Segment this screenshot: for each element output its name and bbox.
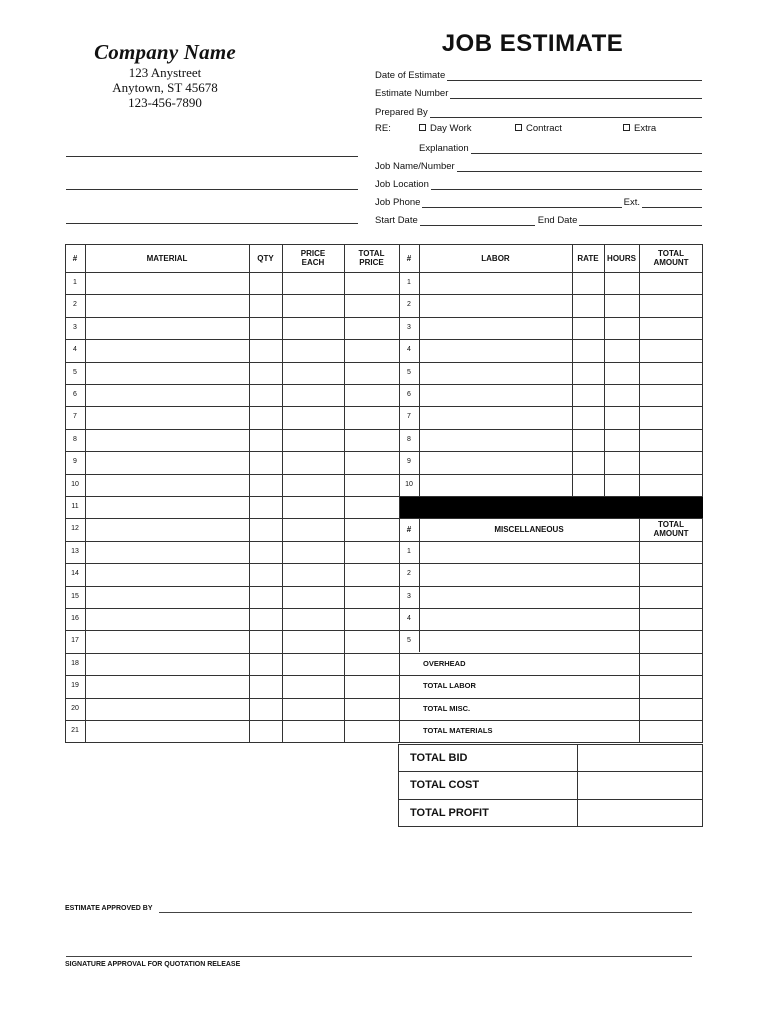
total-bid-label: TOTAL BID bbox=[410, 752, 468, 764]
material-row-line bbox=[65, 653, 399, 654]
estimate-grid bbox=[65, 244, 703, 744]
labor-col-line bbox=[419, 244, 420, 496]
material-row-line bbox=[65, 720, 399, 721]
material-row-number: 7 bbox=[73, 413, 77, 420]
material-row-line bbox=[65, 675, 399, 676]
material-row-line bbox=[65, 339, 399, 340]
right-row-line bbox=[399, 384, 703, 385]
labor-col-rate: RATE bbox=[577, 253, 599, 263]
labor-row-number: 9 bbox=[407, 458, 411, 465]
explanation-label: Explanation bbox=[419, 143, 469, 154]
material-row-line bbox=[65, 742, 399, 743]
contract-label: Contract bbox=[526, 123, 562, 134]
extra-label: Extra bbox=[634, 123, 657, 134]
company-city: Anytown, ST 45678 bbox=[112, 80, 218, 95]
misc-summary-label: TOTAL MATERIALS bbox=[423, 726, 493, 735]
right-row-line bbox=[399, 541, 703, 542]
right-row-line bbox=[399, 317, 703, 318]
labor-col-line bbox=[572, 244, 573, 496]
signature-approval-label: SIGNATURE APPROVAL FOR QUOTATION RELEASE bbox=[65, 961, 241, 968]
material-row-line bbox=[65, 406, 399, 407]
material-row-line bbox=[65, 451, 399, 452]
date-of-estimate-label: Date of Estimate bbox=[375, 70, 446, 81]
material-row-number: 4 bbox=[73, 346, 77, 353]
labor-row-number: 7 bbox=[407, 413, 411, 420]
material-col-material: MATERIAL bbox=[146, 253, 188, 263]
dates-field[interactable] bbox=[375, 213, 702, 226]
labor-row-number: 3 bbox=[407, 324, 411, 331]
right-row-line bbox=[399, 362, 703, 363]
material-col-number: # bbox=[72, 253, 78, 263]
end-date-label: End Date bbox=[537, 215, 578, 226]
job-phone-field[interactable] bbox=[375, 195, 702, 208]
extra-checkbox[interactable] bbox=[623, 124, 630, 131]
material-col-line bbox=[344, 244, 345, 742]
right-row-line bbox=[399, 294, 703, 295]
material-row-line bbox=[65, 630, 399, 631]
misc-col-miscellaneous: MISCELLANEOUS bbox=[494, 524, 564, 534]
material-row-line bbox=[65, 541, 399, 542]
company-street: 123 Anystreet bbox=[128, 65, 202, 80]
misc-summary-label: OVERHEAD bbox=[423, 659, 466, 668]
material-row-line bbox=[65, 563, 399, 564]
material-col-price-each: PRICE EACH bbox=[300, 249, 326, 267]
right-row-line bbox=[399, 630, 703, 631]
misc-row-number: 3 bbox=[407, 593, 411, 600]
misc-row-number: 2 bbox=[407, 570, 411, 577]
material-row-number: 9 bbox=[73, 458, 77, 465]
material-row-line bbox=[65, 474, 399, 475]
end-date-input[interactable] bbox=[579, 217, 702, 226]
prepared-by-label: Prepared By bbox=[375, 107, 428, 118]
extra-option[interactable] bbox=[623, 123, 656, 134]
misc-col-number: # bbox=[406, 524, 412, 534]
material-row-number: 1 bbox=[73, 279, 77, 286]
blank-line-2[interactable] bbox=[66, 189, 358, 190]
material-row-number: 20 bbox=[71, 705, 79, 712]
material-row-number: 16 bbox=[71, 615, 79, 622]
labor-row-number: 4 bbox=[407, 346, 411, 353]
labor-row-number: 8 bbox=[407, 436, 411, 443]
right-row-line bbox=[399, 496, 703, 497]
material-row-number: 8 bbox=[73, 436, 77, 443]
material-col-total-price: TOTAL PRICE bbox=[358, 249, 385, 267]
material-col-line bbox=[249, 244, 250, 742]
company-info bbox=[60, 40, 270, 110]
job-name-field[interactable] bbox=[375, 159, 702, 172]
labor-row-number: 6 bbox=[407, 391, 411, 398]
labor-col-line bbox=[604, 244, 605, 496]
approved-by-label: ESTIMATE APPROVED BY bbox=[65, 905, 153, 912]
blank-line-3[interactable] bbox=[66, 223, 358, 224]
right-row-line bbox=[399, 586, 703, 587]
misc-col-line bbox=[702, 518, 703, 742]
material-row-number: 13 bbox=[71, 548, 79, 555]
total-cost-label: TOTAL COST bbox=[410, 779, 480, 791]
material-row-line bbox=[65, 698, 399, 699]
misc-col-line bbox=[419, 518, 420, 652]
right-row-line bbox=[399, 429, 703, 430]
start-date-input[interactable] bbox=[420, 217, 535, 226]
material-row-line bbox=[65, 429, 399, 430]
material-row-line bbox=[65, 586, 399, 587]
material-row-number: 14 bbox=[71, 570, 79, 577]
total-profit-label: TOTAL PROFIT bbox=[410, 807, 489, 819]
labor-col-line bbox=[639, 244, 640, 496]
material-row-line bbox=[65, 496, 399, 497]
material-row-number: 21 bbox=[71, 727, 79, 734]
start-date-label: Start Date bbox=[375, 215, 418, 226]
job-location-label: Job Location bbox=[375, 179, 429, 190]
labor-col-labor: LABOR bbox=[481, 253, 510, 263]
day-work-checkbox[interactable] bbox=[419, 124, 426, 131]
labor-row-number: 2 bbox=[407, 301, 411, 308]
material-col-qty: QTY bbox=[257, 253, 274, 263]
labor-col-number: # bbox=[406, 253, 412, 263]
material-col-line bbox=[85, 244, 86, 742]
misc-summary-label: TOTAL MISC. bbox=[423, 704, 471, 713]
misc-row-number: 4 bbox=[407, 615, 411, 622]
material-row-number: 5 bbox=[73, 369, 77, 376]
section-divider-bar bbox=[399, 496, 703, 518]
job-phone-label: Job Phone bbox=[375, 197, 421, 208]
contract-option[interactable] bbox=[515, 123, 562, 134]
material-row-number: 18 bbox=[71, 660, 79, 667]
job-name-label: Job Name/Number bbox=[375, 161, 455, 172]
labor-row-number: 1 bbox=[407, 279, 411, 286]
ext-label: Ext. bbox=[623, 197, 640, 208]
prepared-by-field[interactable] bbox=[375, 105, 702, 118]
misc-header-line bbox=[399, 518, 703, 519]
job-location-field[interactable] bbox=[375, 177, 702, 190]
material-row-number: 12 bbox=[71, 525, 79, 532]
material-row-number: 3 bbox=[73, 324, 77, 331]
material-row-line bbox=[65, 362, 399, 363]
signature-line[interactable] bbox=[66, 956, 692, 957]
labor-row-number: 10 bbox=[405, 481, 413, 488]
material-row-number: 6 bbox=[73, 391, 77, 398]
re-row bbox=[375, 123, 702, 136]
right-row-line bbox=[399, 563, 703, 564]
grid-line-header bbox=[65, 272, 703, 273]
explanation-field[interactable] bbox=[419, 141, 702, 154]
totals-table bbox=[398, 744, 703, 827]
re-label: RE: bbox=[375, 123, 391, 134]
estimate-number-label: Estimate Number bbox=[375, 88, 449, 99]
contract-checkbox[interactable] bbox=[515, 124, 522, 131]
day-work-label: Day Work bbox=[430, 123, 472, 134]
right-row-line bbox=[399, 608, 703, 609]
approved-by-line[interactable] bbox=[159, 912, 692, 913]
company-name: Company Name bbox=[94, 40, 236, 64]
material-row-number: 15 bbox=[71, 593, 79, 600]
company-phone: 123-456-7890 bbox=[128, 95, 202, 110]
document-title: JOB ESTIMATE bbox=[441, 30, 624, 57]
material-col-line bbox=[282, 244, 283, 742]
labor-col-hours: HOURS bbox=[607, 253, 636, 263]
material-row-line bbox=[65, 518, 399, 519]
blank-line-1[interactable] bbox=[66, 156, 358, 157]
material-row-number: 11 bbox=[71, 503, 79, 510]
date-of-estimate-field[interactable] bbox=[375, 68, 702, 81]
material-row-line bbox=[65, 294, 399, 295]
material-row-number: 19 bbox=[71, 682, 79, 689]
labor-col-total-amount: TOTAL AMOUNT bbox=[653, 249, 689, 267]
right-row-line bbox=[399, 406, 703, 407]
grid-line-top bbox=[65, 244, 703, 245]
right-row-line bbox=[399, 742, 703, 743]
material-row-line bbox=[65, 608, 399, 609]
material-row-number: 10 bbox=[71, 481, 79, 488]
misc-row-number: 1 bbox=[407, 548, 411, 555]
misc-col-total-amount: TOTAL AMOUNT bbox=[653, 520, 689, 538]
labor-row-number: 5 bbox=[407, 369, 411, 376]
estimate-number-field[interactable] bbox=[375, 86, 702, 99]
material-row-number: 17 bbox=[71, 637, 79, 644]
labor-col-line bbox=[702, 244, 703, 496]
material-row-line bbox=[65, 317, 399, 318]
day-work-option[interactable] bbox=[419, 123, 472, 134]
misc-col-line bbox=[639, 518, 640, 742]
right-row-line bbox=[399, 339, 703, 340]
right-row-line bbox=[399, 474, 703, 475]
material-row-number: 2 bbox=[73, 301, 77, 308]
material-row-line bbox=[65, 384, 399, 385]
right-row-line bbox=[399, 451, 703, 452]
misc-row-number: 5 bbox=[407, 637, 411, 644]
misc-summary-label: TOTAL LABOR bbox=[423, 681, 476, 690]
